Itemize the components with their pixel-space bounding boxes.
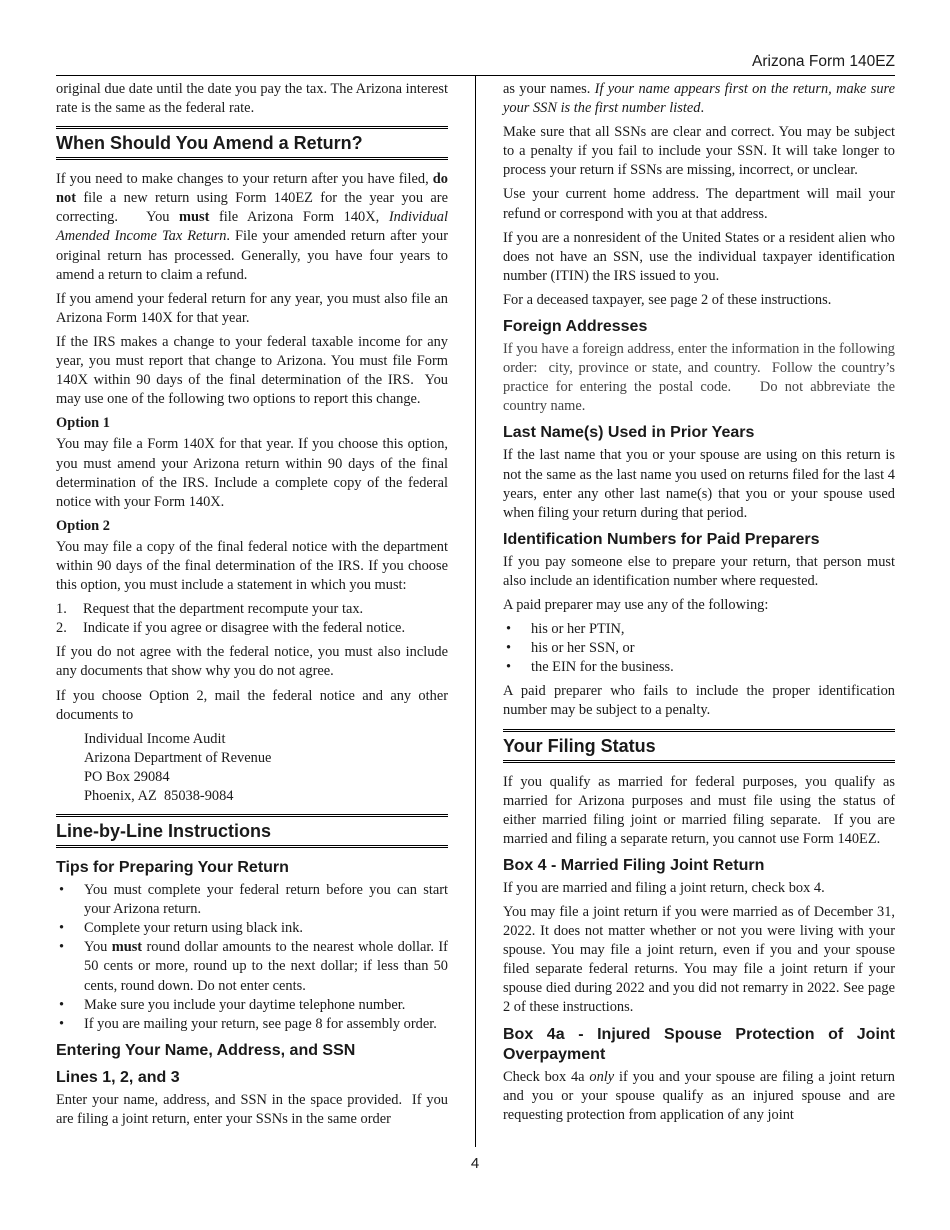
amend-paragraph-5: If you choose Option 2, mail the federal notice and any other documents to bbox=[56, 687, 448, 723]
preparers-paragraph-2: A paid preparer may use any of the following: bbox=[503, 596, 769, 613]
right-column bbox=[503, 80, 895, 1130]
address-line: Individual Income Audit bbox=[84, 730, 226, 747]
list-item bbox=[56, 938, 448, 995]
ssn-paragraph: Make sure that all SSNs are clear and correct. You may be subject to a penalty if you fail to include your SSN. It will take longer to process your return if SSNs are missing, incorrect, or unclear. bbox=[503, 124, 895, 179]
last-names-heading: Last Name(s) Used in Prior Years bbox=[503, 424, 755, 442]
list-item: • Make sure you include your daytime telephone number. bbox=[56, 996, 448, 1015]
list-item bbox=[56, 600, 448, 619]
italic-note: If your name appears first on the return, make sure your SSN is the first number listed bbox=[503, 81, 895, 117]
amend-paragraph-1 bbox=[56, 170, 448, 285]
emphasis-only: only bbox=[589, 1068, 615, 1085]
list-item: • If you are mailing your return, see page 8 for assembly order. bbox=[56, 1015, 448, 1034]
form-name-italic: Individual Amended Income Tax Return bbox=[56, 209, 448, 245]
text-run: as your names. bbox=[503, 81, 591, 97]
text-run: file Arizona Form 140X, bbox=[219, 209, 380, 226]
list-item: • Complete your return using black ink. bbox=[56, 919, 448, 938]
text-run: You bbox=[84, 939, 108, 956]
entering-paragraph: Enter your name, address, and SSN in the space provided. If you are filing a joint return, enter your SSNs in the same order bbox=[56, 1091, 448, 1127]
option-1-label: Option 1 bbox=[56, 415, 110, 432]
filing-status-heading: Your Filing Status bbox=[503, 729, 895, 763]
box-4-paragraph-2: You may file a joint return if you were married as of December 31, 2022. It does not matter whether or not you were living with your spouse. You may file a joint return, even if you and your spouse filed separate federal returns. You may file a joint return if your spouse died during 2022 and you did not remarry in 2022. See page 2 of these instructions. bbox=[503, 904, 895, 1016]
filing-status-text: If you qualify as married for federal purposes, you qualify as married for Arizona purposes and must file using the status of either married filing joint or married filing separate. If you are married and filing a separate return, you cannot use Form 140EZ. bbox=[503, 773, 895, 847]
amend-paragraph-2: If you amend your federal return for any year, you must also file an Arizona Form 140X for that year. bbox=[56, 290, 448, 326]
list-item: • his or her PTIN, bbox=[503, 620, 895, 639]
tips-list bbox=[56, 881, 448, 1034]
form-title-header: Arizona Form 140EZ bbox=[752, 53, 895, 70]
box-4a-heading: Box 4a - Injured Spouse Protection of Joint Overpayment bbox=[503, 1025, 895, 1063]
text-run: if you and your spouse are filing a joint return and you or your spouse qualify as an injured spouse and are requesting protection from application of any joint bbox=[503, 1068, 895, 1123]
list-item: • his or her SSN, or bbox=[503, 639, 895, 658]
tips-heading: Tips for Preparing Your Return bbox=[56, 859, 289, 877]
option-2-text: You may file a copy of the final federal notice with the department within 90 days of the final determination of the IRS. If you choose this option, you must include a statement in which you must: bbox=[56, 538, 448, 594]
box-4a-paragraph bbox=[503, 1068, 895, 1125]
emphasis-must: must bbox=[111, 939, 143, 956]
text-run: . File your amended return after your original return has processed. Generally, you have four years to amend a return to claim a refund. bbox=[56, 228, 448, 283]
option-2-list bbox=[56, 600, 448, 638]
emphasis-must: must bbox=[179, 209, 210, 226]
line-by-line-heading: Line-by-Line Instructions bbox=[56, 814, 448, 848]
last-names-text: If the last name that you or your spouse are using on this return is not the same as the last name you used on returns filed for the last 4 years, enter any other last name(s) that you or your spouse used when filing your return during that period. bbox=[503, 447, 895, 521]
text-run: If you need to make changes to your return after you have filed, bbox=[56, 171, 429, 188]
list-item bbox=[56, 619, 448, 638]
box-4-heading: Box 4 - Married Filing Joint Return bbox=[503, 856, 765, 874]
list-number: 2. bbox=[56, 620, 67, 637]
foreign-addresses-heading: Foreign Addresses bbox=[503, 318, 648, 336]
list-text: Indicate if you agree or disagree with the federal notice. bbox=[83, 620, 406, 637]
text-run: . bbox=[700, 100, 705, 117]
column-divider bbox=[475, 75, 476, 1147]
deceased-paragraph: For a deceased taxpayer, see page 2 of these instructions. bbox=[503, 291, 832, 308]
list-item: • You must complete your federal return before you can start your Arizona return. bbox=[56, 881, 448, 919]
paid-preparers-heading: Identification Numbers for Paid Preparers bbox=[503, 530, 820, 548]
option-2-label: Option 2 bbox=[56, 517, 110, 534]
amend-section-heading: When Should You Amend a Return? bbox=[56, 126, 448, 160]
box-4-paragraph-1: If you are married and filing a joint return, check box 4. bbox=[503, 879, 825, 896]
lines-1-2-3-heading: Lines 1, 2, and 3 bbox=[56, 1068, 180, 1086]
address-paragraph: Use your current home address. The department will mail your refund or correspond with you at that address. bbox=[503, 186, 895, 222]
mailing-address bbox=[56, 730, 448, 806]
amend-paragraph-4: If you do not agree with the federal notice, you must also include any documents that show why you do not agree. bbox=[56, 644, 448, 680]
text-run: file a new return using Form 140EZ for the year you are correcting. You bbox=[56, 190, 448, 226]
ssn-order-paragraph bbox=[503, 80, 895, 118]
address-line: Phoenix, AZ 85038-9084 bbox=[84, 788, 234, 804]
itin-paragraph: If you are a nonresident of the United States or a resident alien who does not have an SSN, use the individual taxpayer identification number (ITIN) the IRS issued to you. bbox=[503, 229, 895, 284]
address-line: PO Box 29084 bbox=[84, 768, 170, 785]
foreign-addresses-text: If you have a foreign address, enter the information in the following order: city, province or state, and country. Follow the country’s practice for entering the postal code. Do not abbreviate the country name. bbox=[503, 341, 895, 415]
list-number: 1. bbox=[56, 601, 67, 618]
amend-paragraph-3: If the IRS makes a change to your federal taxable income for any year, you must report that change to Arizona. You must file Form 140X within 90 days of the final determination of the IRS. You may use one of the following two options to report this change. bbox=[56, 333, 448, 408]
preparer-id-list bbox=[503, 620, 895, 677]
list-item: • the EIN for the business. bbox=[503, 658, 895, 677]
left-column bbox=[56, 80, 448, 1134]
list-text: Request that the department recompute your tax. bbox=[83, 601, 364, 618]
entering-name-heading: Entering Your Name, Address, and SSN bbox=[56, 1041, 356, 1059]
text-run: Check box 4a bbox=[503, 1068, 585, 1085]
address-line: Arizona Department of Revenue bbox=[84, 749, 272, 766]
preparers-paragraph-1: If you pay someone else to prepare your return, that person must also include an identification number where requested. bbox=[503, 553, 895, 589]
emphasis-do-not: do not bbox=[56, 171, 448, 207]
page-number: 4 bbox=[470, 1155, 480, 1172]
preparers-paragraph-3: A paid preparer who fails to include the proper identification number may be subject to a penalty. bbox=[503, 683, 895, 719]
text-run: round dollar amounts to the nearest whole dollar. If 50 cents or more, round up to the next dollar; if less than 50 cents, round down. Do not enter cents. bbox=[84, 939, 448, 994]
intro-paragraph: original due date until the date you pay the tax. The Arizona interest rate is the same as the federal rate. bbox=[56, 81, 448, 117]
option-1-text: You may file a Form 140X for that year. If you choose this option, you must amend your Arizona return within 90 days of the final determination of the IRS. Include a complete copy of the federal notice with your Form 140X. bbox=[56, 436, 448, 510]
